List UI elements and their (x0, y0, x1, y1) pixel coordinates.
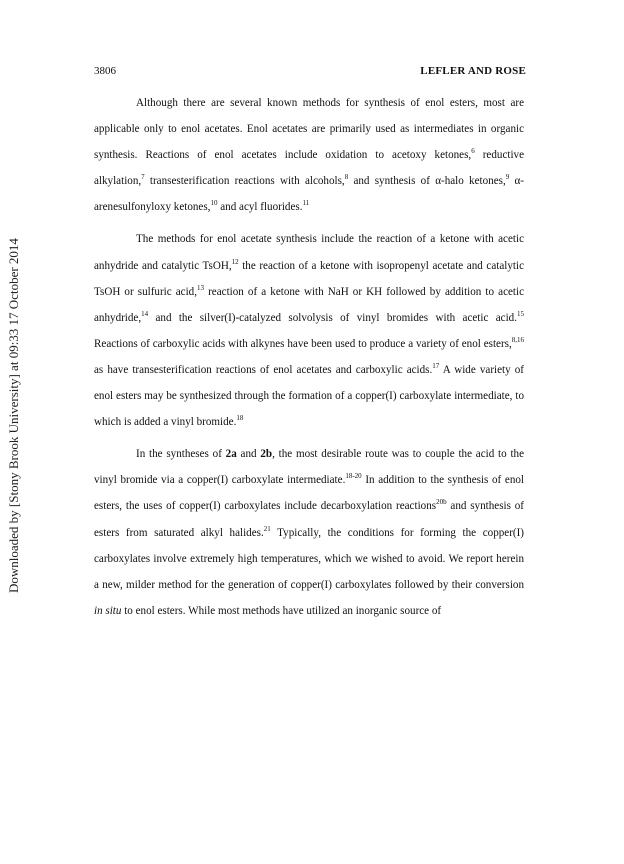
compound-label: 2b (260, 448, 273, 461)
text-run: In the syntheses of (136, 448, 226, 461)
text-run: and the silver(I)-catalyzed solvolysis of vinyl bromides with acetic acid. (148, 311, 517, 324)
text-run: to enol esters. While most methods have utilized an inorganic source of (121, 604, 442, 617)
download-watermark: Downloaded by [Stony Brook University] at 09:33 17 October 2014 (6, 238, 21, 594)
citation-ref: 21 (263, 524, 271, 533)
citation-ref: 18 (236, 414, 244, 423)
citation-ref: 10 (210, 199, 218, 208)
italic-term: in situ (94, 604, 122, 617)
citation-ref: 20b (436, 498, 447, 507)
paragraph-2 (94, 226, 524, 435)
text-run: reaction of a ketone with NaH or KH followed by addition to acetic anhydride, (94, 285, 525, 324)
citation-ref: 13 (197, 283, 205, 292)
citation-ref: 8,16 (511, 335, 524, 344)
compound-label: 2a (225, 448, 237, 461)
text-run: Reactions of carboxylic acids with alkynes have been used to produce a variety of enol esters, (94, 337, 512, 350)
citation-ref: 8 (344, 173, 349, 182)
citation-ref: 12 (231, 257, 239, 266)
citation-ref: 18-20 (345, 472, 362, 481)
text-run: as have transesterification reactions of enol acetates and carboxylic acids. (94, 363, 433, 376)
citation-ref: 17 (432, 361, 440, 370)
text-run: A wide variety of enol esters may be synthesized through the formation of a copper(I) carboxylate intermediate, to which is added a vinyl bromide. (94, 363, 524, 429)
paragraph-1 (94, 90, 524, 220)
citation-ref: 14 (141, 309, 149, 318)
citation-ref: 7 (141, 173, 145, 182)
text-run: and synthesis of α-halo ketones, (348, 175, 506, 188)
text-run: and acyl fluorides. (217, 201, 303, 214)
text-run: α-arenesulfonyloxy ketones, (94, 175, 525, 214)
citation-ref: 9 (505, 173, 510, 182)
paragraph-3 (94, 441, 524, 624)
page-number: 3806 (94, 65, 116, 77)
text-run: the reaction of a ketone with isopropenyl acetate and catalytic TsOH or sulfuric acid, (94, 259, 524, 298)
text-run: In addition to the synthesis of enol esters, the uses of copper(I) carboxylates include decarboxylation reactions (94, 474, 524, 513)
text-run: Typically, the conditions for forming the copper(I) carboxylates involve extremely high temperatures, which we wished to avoid. We report herein a new, milder method for the generation of copper(I) carboxylates followed by their conversion (94, 526, 524, 591)
body-text (94, 90, 524, 624)
citation-ref: 6 (471, 147, 475, 156)
text-run: Although there are several known methods for synthesis of enol esters, most are applicable only to enol acetates. Enol acetates are primarily used as intermediates in organic synthesis. Reactions of enol acetates include oxidation to acetoxy ketones, (94, 97, 524, 162)
text-run: The methods for enol acetate synthesis include the reaction of a ketone with acetic anhydride and catalytic TsOH, (94, 233, 524, 272)
citation-ref: 15 (517, 309, 524, 318)
running-head: LEFLER AND ROSE (420, 65, 526, 77)
citation-ref: 11 (302, 199, 310, 208)
text-run: and (236, 448, 261, 461)
text-run: and synthesis of esters from saturated alkyl halides. (94, 500, 524, 539)
text-run: reductive alkylation, (94, 149, 524, 188)
text-run: transesterification reactions with alcohols, (144, 175, 345, 188)
text-run: , the most desirable route was to couple the acid to the vinyl bromide via a copper(I) carboxylate intermediate. (94, 448, 524, 487)
